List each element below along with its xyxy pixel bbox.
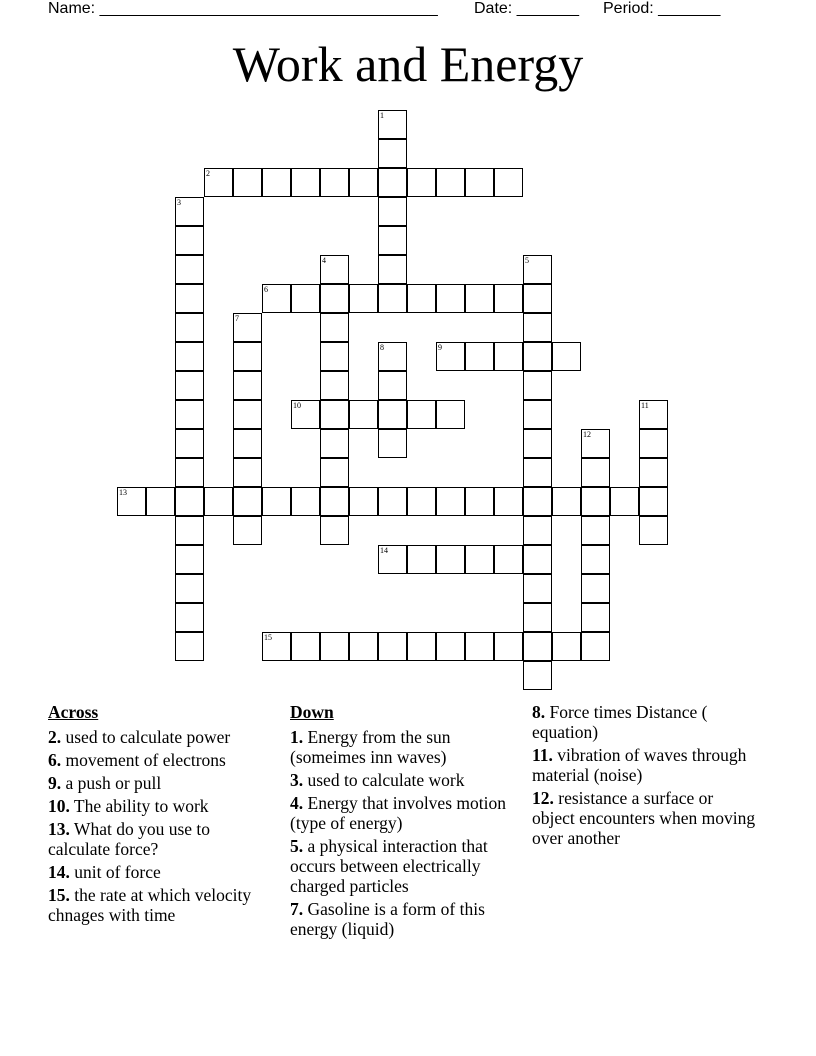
grid-cell[interactable] [407, 400, 436, 429]
grid-cell[interactable] [494, 168, 523, 197]
clue-number: 13 [119, 488, 127, 497]
grid-cell[interactable] [436, 342, 465, 371]
grid-cell[interactable] [117, 487, 146, 516]
page-title: Work and Energy [232, 36, 584, 92]
grid-cell[interactable] [262, 487, 291, 516]
grid-cell[interactable] [233, 371, 262, 400]
grid-cell[interactable] [175, 545, 204, 574]
clue-item [48, 796, 273, 816]
clue-item-text: Force times Distance ( equation) [532, 702, 708, 742]
clue-item [290, 793, 530, 833]
clue-item-number: 1. [290, 727, 304, 747]
clue-item [290, 899, 530, 939]
grid-cell[interactable] [436, 284, 465, 313]
grid-cell[interactable] [262, 168, 291, 197]
clue-number: 8 [380, 343, 384, 352]
grid-cell[interactable] [146, 487, 175, 516]
grid-cell[interactable] [175, 516, 204, 545]
grid-cell[interactable] [581, 574, 610, 603]
clue-item-number: 10. [48, 796, 70, 816]
grid-cell[interactable] [465, 487, 494, 516]
grid-cell[interactable] [320, 255, 349, 284]
grid-cell[interactable] [320, 458, 349, 487]
grid-cell[interactable] [523, 458, 552, 487]
grid-cell[interactable] [204, 487, 233, 516]
grid-cell[interactable] [523, 400, 552, 429]
grid-cell[interactable] [320, 168, 349, 197]
grid-cell[interactable] [436, 632, 465, 661]
grid-cell[interactable] [407, 632, 436, 661]
clue-item [290, 836, 530, 896]
grid-cell[interactable] [523, 487, 552, 516]
grid-cell[interactable] [581, 632, 610, 661]
grid-cell[interactable] [494, 632, 523, 661]
grid-cell[interactable] [291, 632, 320, 661]
clue-item-text: Energy that involves motion (type of energy) [290, 793, 506, 833]
grid-cell[interactable] [639, 487, 668, 516]
grid-cell[interactable] [552, 632, 581, 661]
grid-cell[interactable] [494, 545, 523, 574]
grid-cell[interactable] [233, 168, 262, 197]
grid-cell[interactable] [175, 197, 204, 226]
grid-cell[interactable] [320, 632, 349, 661]
grid-cell[interactable] [407, 545, 436, 574]
grid-cell[interactable] [320, 516, 349, 545]
grid-cell[interactable] [465, 545, 494, 574]
grid-cell[interactable] [175, 429, 204, 458]
clue-item [532, 745, 757, 785]
down-clues-continued [532, 702, 757, 851]
grid-cell[interactable] [436, 400, 465, 429]
clue-number: 14 [380, 546, 388, 555]
clue-item-text: Energy from the sun (someimes inn waves) [290, 727, 451, 767]
clue-number: 1 [380, 111, 384, 120]
grid-cell[interactable] [378, 342, 407, 371]
grid-cell[interactable] [581, 545, 610, 574]
grid-cell[interactable] [233, 342, 262, 371]
grid-cell[interactable] [175, 226, 204, 255]
across-clues [48, 702, 273, 928]
grid-cell[interactable] [262, 284, 291, 313]
grid-cell[interactable] [175, 458, 204, 487]
grid-cell[interactable] [378, 226, 407, 255]
grid-cell[interactable] [436, 545, 465, 574]
grid-cell[interactable] [233, 429, 262, 458]
clue-item-text: vibration of waves through material (noise) [532, 745, 747, 785]
clue-item-text: a physical interaction that occurs between electrically charged particles [290, 836, 488, 896]
clue-item-number: 5. [290, 836, 304, 856]
clue-number: 3 [177, 198, 181, 207]
grid-cell[interactable] [378, 255, 407, 284]
grid-cell[interactable] [349, 632, 378, 661]
clue-item-text: a push or pull [61, 773, 162, 793]
grid-cell[interactable] [175, 371, 204, 400]
clue-item-number: 2. [48, 727, 62, 747]
clue-number: 10 [293, 401, 301, 410]
grid-cell[interactable] [378, 545, 407, 574]
clue-number: 4 [322, 256, 326, 265]
grid-cell[interactable] [436, 487, 465, 516]
grid-cell[interactable] [523, 284, 552, 313]
clue-item [48, 885, 273, 925]
clue-item-number: 11. [532, 745, 553, 765]
grid-cell[interactable] [552, 342, 581, 371]
grid-cell[interactable] [378, 632, 407, 661]
grid-cell[interactable] [639, 400, 668, 429]
clue-number: 11 [641, 401, 649, 410]
clue-number: 5 [525, 256, 529, 265]
grid-cell[interactable] [465, 284, 494, 313]
clue-item [532, 702, 757, 742]
grid-cell[interactable] [349, 400, 378, 429]
grid-cell[interactable] [581, 487, 610, 516]
grid-cell[interactable] [523, 255, 552, 284]
clue-item-number: 13. [48, 819, 70, 839]
grid-cell[interactable] [523, 516, 552, 545]
period-field[interactable]: Period: _______ [603, 0, 721, 17]
clue-item-text: Gasoline is a form of this energy (liquid) [290, 899, 485, 939]
grid-cell[interactable] [523, 429, 552, 458]
grid-cell[interactable] [175, 487, 204, 516]
date-field[interactable]: Date: _______ [474, 0, 579, 17]
clue-number: 2 [206, 169, 210, 178]
name-field[interactable]: Name: ______________________________________ [48, 0, 438, 17]
across-heading: Across [48, 702, 99, 722]
grid-cell[interactable] [639, 516, 668, 545]
clue-number: 15 [264, 633, 272, 642]
grid-cell[interactable] [349, 487, 378, 516]
grid-cell[interactable] [378, 284, 407, 313]
clue-number: 12 [583, 430, 591, 439]
clue-item-text: The ability to work [69, 796, 209, 816]
clue-item-text: What do you use to calculate force? [48, 819, 211, 859]
grid-cell[interactable] [378, 197, 407, 226]
clue-item [290, 770, 530, 790]
grid-cell[interactable] [378, 400, 407, 429]
clue-item-number: 15. [48, 885, 70, 905]
clue-item [532, 788, 757, 848]
clue-item [48, 750, 273, 770]
clue-item-text: movement of electrons [61, 750, 226, 770]
clue-item [48, 773, 273, 793]
grid-cell[interactable] [233, 487, 262, 516]
grid-cell[interactable] [378, 429, 407, 458]
grid-cell[interactable] [523, 574, 552, 603]
clue-item [290, 727, 530, 767]
grid-cell[interactable] [378, 487, 407, 516]
down-heading: Down [290, 702, 334, 722]
grid-cell[interactable] [291, 487, 320, 516]
grid-cell[interactable] [204, 168, 233, 197]
grid-cell[interactable] [378, 110, 407, 139]
grid-cell[interactable] [581, 603, 610, 632]
clue-number: 9 [438, 343, 442, 352]
grid-cell[interactable] [378, 139, 407, 168]
grid-cell[interactable] [407, 487, 436, 516]
grid-cell[interactable] [639, 429, 668, 458]
grid-cell[interactable] [175, 313, 204, 342]
grid-cell[interactable] [378, 168, 407, 197]
grid-cell[interactable] [581, 458, 610, 487]
grid-cell[interactable] [320, 313, 349, 342]
grid-cell[interactable] [320, 342, 349, 371]
grid-cell[interactable] [175, 400, 204, 429]
clue-item [48, 819, 273, 859]
grid-cell[interactable] [262, 632, 291, 661]
grid-cell[interactable] [523, 661, 552, 690]
grid-cell[interactable] [175, 603, 204, 632]
grid-cell[interactable] [175, 574, 204, 603]
grid-cell[interactable] [465, 168, 494, 197]
grid-cell[interactable] [523, 313, 552, 342]
clue-item-text: unit of force [69, 862, 161, 882]
grid-cell[interactable] [175, 342, 204, 371]
grid-cell[interactable] [378, 371, 407, 400]
clue-number: 7 [235, 314, 239, 323]
grid-cell[interactable] [349, 284, 378, 313]
grid-cell[interactable] [175, 284, 204, 313]
grid-cell[interactable] [581, 429, 610, 458]
grid-cell[interactable] [610, 487, 639, 516]
grid-cell[interactable] [233, 516, 262, 545]
clue-item-number: 9. [48, 773, 62, 793]
grid-cell[interactable] [233, 458, 262, 487]
grid-cell[interactable] [436, 168, 465, 197]
grid-cell[interactable] [291, 168, 320, 197]
grid-cell[interactable] [523, 603, 552, 632]
grid-cell[interactable] [233, 313, 262, 342]
grid-cell[interactable] [523, 371, 552, 400]
clue-item [48, 862, 273, 882]
clue-item-number: 14. [48, 862, 70, 882]
down-clues [290, 702, 530, 942]
grid-cell[interactable] [320, 429, 349, 458]
clue-item-text: resistance a surface or object encounters when moving over another [532, 788, 756, 848]
grid-cell[interactable] [233, 400, 262, 429]
grid-cell[interactable] [523, 342, 552, 371]
grid-cell[interactable] [320, 487, 349, 516]
grid-cell[interactable] [291, 284, 320, 313]
grid-cell[interactable] [349, 168, 378, 197]
grid-cell[interactable] [291, 400, 320, 429]
grid-cell[interactable] [175, 255, 204, 284]
grid-cell[interactable] [494, 487, 523, 516]
grid-cell[interactable] [465, 342, 494, 371]
clue-item-number: 7. [290, 899, 304, 919]
clue-item-number: 4. [290, 793, 304, 813]
clue-item-number: 6. [48, 750, 62, 770]
clue-item-number: 3. [290, 770, 304, 790]
grid-cell[interactable] [639, 458, 668, 487]
grid-cell[interactable] [523, 632, 552, 661]
grid-cell[interactable] [175, 632, 204, 661]
grid-cell[interactable] [552, 487, 581, 516]
grid-cell[interactable] [320, 400, 349, 429]
grid-cell[interactable] [320, 284, 349, 313]
clue-item [48, 727, 273, 747]
clue-number: 6 [264, 285, 268, 294]
grid-cell[interactable] [494, 342, 523, 371]
clue-item-number: 12. [532, 788, 554, 808]
clue-item-number: 8. [532, 702, 546, 722]
grid-cell[interactable] [407, 168, 436, 197]
clue-item-text: used to calculate power [61, 727, 231, 747]
grid-cell[interactable] [523, 545, 552, 574]
grid-cell[interactable] [581, 516, 610, 545]
grid-cell[interactable] [465, 632, 494, 661]
grid-cell[interactable] [407, 284, 436, 313]
clue-item-text: the rate at which velocity chnages with time [48, 885, 252, 925]
grid-cell[interactable] [494, 284, 523, 313]
grid-cell[interactable] [320, 371, 349, 400]
clue-item-text: used to calculate work [303, 770, 465, 790]
